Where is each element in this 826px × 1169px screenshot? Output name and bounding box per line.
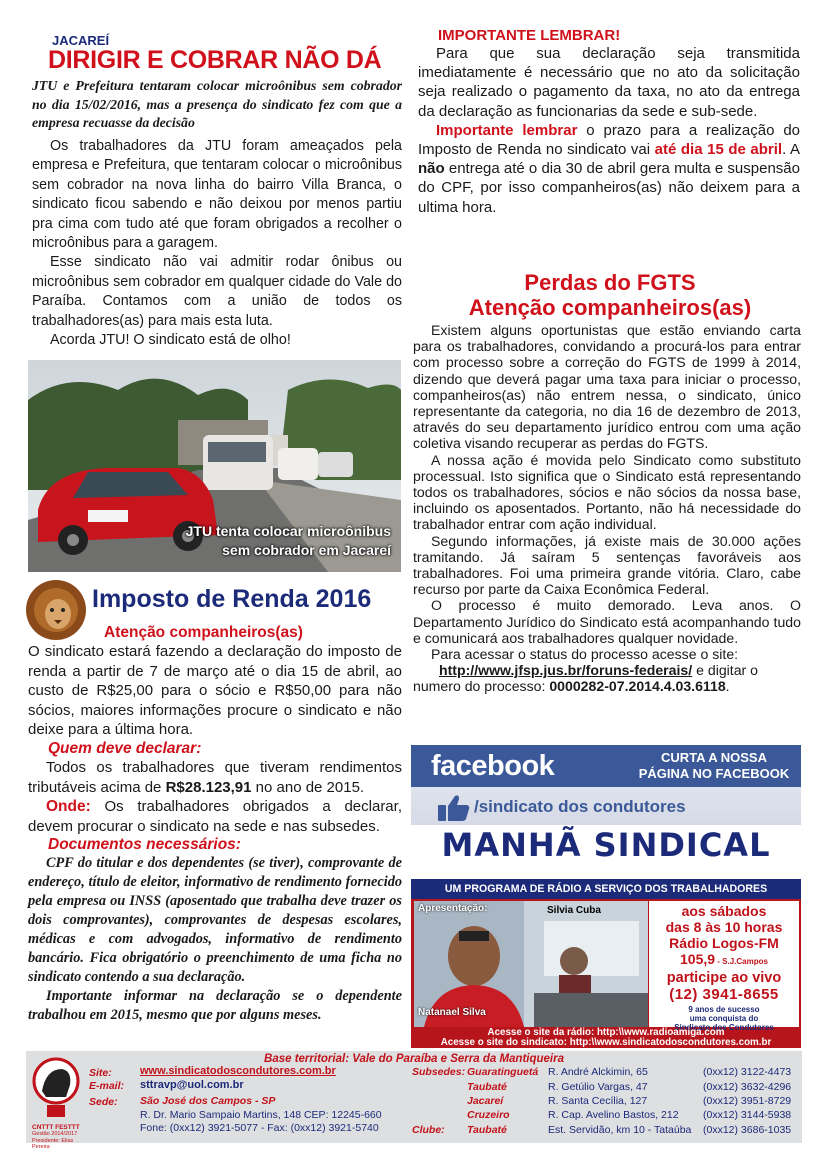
- subsede-address: R. Getúlio Vargas, 47: [548, 1081, 648, 1093]
- subsede-city: Guaratinguetá: [467, 1066, 539, 1078]
- union-site-link[interactable]: Acesse o site do sindicato: http:\\www.sindicatodoscondutores.com.br: [440, 1037, 772, 1048]
- sede-city: São José dos Campos - SP: [140, 1095, 276, 1107]
- host-name: Natanael Silva: [418, 1007, 486, 1018]
- host-name: Silvia Cuba: [547, 905, 601, 916]
- lion-icon: [24, 578, 88, 642]
- presenters-label: Apresentação:: [418, 903, 488, 914]
- radio-site-link[interactable]: Acesse o site da rádio: http:\\www.radioamiga.com: [487, 1027, 725, 1038]
- site-link[interactable]: www.sindicatodoscondutores.com.br: [140, 1065, 336, 1077]
- union-logo: CNTTT FESTTT Gestão 2014/2017 Presidente: Elias Pereira: [32, 1057, 80, 1141]
- documents-heading: Documentos necessários:: [48, 836, 241, 854]
- subsede-phone: (0xx12) 3951-8729: [703, 1095, 792, 1107]
- tax-section-body: [28, 642, 402, 1025]
- reminder-deadline: Importante lembrar o prazo para a realização do Imposto de Renda no sindicato vai até dia 15 de abril. A não entrega até o dia 30 de abril gera multa e suspensão do CPF, por isso companheiros(as) não deixem para a ultima hora.: [418, 121, 801, 216]
- fgts-title: Perdas do FGTS: [524, 270, 696, 295]
- fgts-paragraph: O processo é muito demorado. Leva anos. O Departamento Jurídico do Sindicato está acompanhando tudo e comunicará aos trabalhadores qualquer novidade.: [413, 597, 801, 646]
- section-subtitle: Atenção companheiros(as): [104, 624, 303, 641]
- subsede-city: Jacareí: [467, 1095, 504, 1107]
- bus-photo: [28, 360, 401, 572]
- subsede-address: R. André Alckimin, 65: [548, 1066, 648, 1078]
- who-heading: Quem deve declarar:: [48, 739, 202, 757]
- facebook-logo: facebook: [431, 750, 555, 782]
- subsede-phone: (0xx12) 3144-5938: [703, 1109, 792, 1121]
- photo-caption: JTU tenta colocar microônibus sem cobrador em Jacareí: [185, 523, 391, 558]
- subsede-phone: (0xx12) 3686-1035: [703, 1124, 792, 1136]
- fgts-paragraph: Segundo informações, já existe mais de 30.000 ações tramitando. Já saíram 5 sentenças favoráveis aos trabalhadores. Foi uma primeira grande vitória. Claro, cabe recurso por parte da Caixa Econômica Federal.: [413, 532, 801, 598]
- subsede-city: Cruzeiro: [467, 1109, 510, 1121]
- thumbs-up-icon: [437, 794, 471, 827]
- documents-text: CPF do titular e dos dependentes (se tiver), comprovante de endereço, título de eleitor, informativo de rendimento fornecido pela empresa ou INSS (aposentado que trabalha deve trazer os dois comprovantes), comprovantes de despesas escolares, médicas e com advogados, informativo de rendimento bancário. Fica obrigatório o preenchimento de uma ficha no sindicato contendo a sua declaração.: [28, 855, 402, 985]
- article-headline: DIRIGIR E COBRAR NÃO DÁ: [48, 46, 382, 74]
- fgts-paragraph: A nossa ação é movida pelo Sindicato como substituto processual. Isto significa que o Sindicato está representando todos os trabalhadores, sócios e não sócios da nossa base, incluindo os aposentados. Portanto, não há necessidade do trabalhador entrar com ação individual.: [413, 451, 801, 533]
- radio-subtitle: UM PROGRAMA DE RÁDIO A SERVIÇO DOS TRABALHADORES: [411, 879, 801, 899]
- reminder-body: [418, 44, 800, 217]
- email-label: E-mail:: [89, 1080, 125, 1092]
- sede-phone: Fone: (0xx12) 3921-5077 - Fax: (0xx12) 3921-5740: [140, 1122, 379, 1134]
- article-lead: JTU e Prefeitura tentaram colocar microônibus sem cobrador no dia 15/02/2016, mas a presença do sindicato fez com que a empresa recuasse da decisão: [32, 78, 402, 130]
- radio-hosts-photo: [414, 901, 648, 1027]
- subsede-phone: (0xx12) 3632-4296: [703, 1081, 792, 1093]
- section-title: Imposto de Renda 2016: [92, 585, 372, 613]
- subsede-city: Taubaté: [467, 1124, 507, 1136]
- reminder-heading: IMPORTANTE LEMBRAR!: [438, 27, 621, 44]
- fgts-url-line: http://www.jfsp.jus.br/foruns-federais/ e digitar o: [439, 662, 758, 679]
- reminder-paragraph: Para que sua declaração seja transmitida imediatamente é necessário que no ato da solicitação seja realizado o pagamento da taxa, no ato da entrega da declaração as funcionarias da sede e sub-sede.: [418, 45, 800, 120]
- tax-intro: O sindicato estará fazendo a declaração do imposto de renda a partir de 7 de março até o dia 15 de abril, ao custo de R$25,00 para o sócio e R$50,00 para não sócios, maiores informações procure o sindicato e não deixe para a última hora.: [28, 643, 402, 739]
- radio-title: MANHÃ SINDICAL: [441, 826, 771, 864]
- subsede-phone: (0xx12) 3122-4473: [703, 1066, 792, 1078]
- subsede-city: Taubaté: [467, 1081, 507, 1093]
- facebook-page-path: /sindicato dos condutores: [474, 797, 686, 816]
- article-paragraph: Os trabalhadores da JTU foram ameaçados pela empresa e Prefeitura, que tentaram colocar o microônibus sem cobrador na nova linha do bairro Villa Branca, o sindicato ficou sabendo e não deixou por menos partiu pra cima com tudo até que foram obrigados a recolher o microônibus para a garagem.: [32, 138, 402, 252]
- sede-address: R. Dr. Mario Sampaio Martins, 148 CEP: 12245-660: [140, 1109, 382, 1121]
- article-body: [32, 137, 402, 350]
- facebook-banner[interactable]: [411, 745, 801, 825]
- facebook-cta: CURTA A NOSSA PÁGINA NO FACEBOOK: [638, 750, 790, 781]
- radio-links: [411, 1028, 801, 1048]
- sede-label: Sede:: [89, 1096, 118, 1108]
- article-kicker: JACAREÍ: [52, 33, 110, 48]
- radio-schedule: aos sábados das 8 às 10 horas Rádio Logos-FM 105,9 - S.J.Campos participe ao vivo (12) 3941-8655 9 anos de sucesso uma conquista do Sindicato dos Condutores: [649, 901, 799, 1027]
- fgts-paragraph: Para acessar o status do processo acesse o site:: [431, 646, 739, 663]
- radio-program-ad: [411, 825, 801, 1048]
- article-paragraph: Esse sindicato não vai admitir rodar ônibus ou microônibus sem cobrador em qualquer cidade do Vale do Paraíba. Contamos com a união de todos os trabalhadores(as) para mais esta luta.: [32, 254, 402, 329]
- who-text: Todos os trabalhadores que tiveram rendimentos tributáveis acima de R$28.123,91 no ano de 2015.: [28, 758, 402, 796]
- subsede-address: R. Cap. Avelino Bastos, 212: [548, 1109, 679, 1121]
- clube-label: Clube:: [412, 1124, 445, 1136]
- site-label: Site:: [89, 1067, 112, 1079]
- footer-title: Base territorial: Vale do Paraíba e Serra da Mantiqueira: [264, 1053, 564, 1065]
- article-paragraph: Acorda JTU! O sindicato está de olho!: [50, 332, 291, 349]
- subsede-address: R. Santa Cecília, 127: [548, 1095, 648, 1107]
- fgts-body: [413, 322, 801, 695]
- fgts-process-line: numero do processo: 0000282-07.2014.4.03.6118.: [413, 678, 730, 695]
- footer: [26, 1051, 802, 1150]
- documents-note: Importante informar na declaração se o dependente trabalhou em 2015, mesmo que por alguns meses.: [28, 987, 402, 1023]
- fgts-url-link[interactable]: http://www.jfsp.jus.br/foruns-federais/: [439, 662, 693, 679]
- subsedes-label: Subsedes:: [412, 1066, 466, 1078]
- where-text: Onde: Os trabalhadores obrigados a declarar, devem procurar o sindicato na sede e nas subsedes.: [28, 798, 402, 835]
- fgts-paragraph: Existem alguns oportunistas que estão enviando carta para os trabalhadores, convidando a procurá-los para entrar com processo sobre a correção do FGTS de 1999 à 2014, dizendo que deverá pagar uma taxa para iniciar o processo, companheiros(as) não entrem nessa, o sindicato, único representante da categoria, no dia 16 de dezembro de 2013, através do seu departamento jurídico entrou com uma ação coletiva visando recuperar as perdas do FGTS.: [413, 322, 801, 452]
- subsede-address: Est. Servidão, km 10 - Tataúba: [548, 1124, 692, 1136]
- radio-phone: (12) 3941-8655: [669, 986, 779, 1003]
- email-link[interactable]: sttravp@uol.com.br: [140, 1079, 244, 1091]
- fgts-subtitle: Atenção companheiros(as): [468, 295, 752, 320]
- process-number: 0000282-07.2014.4.03.6118: [549, 678, 726, 695]
